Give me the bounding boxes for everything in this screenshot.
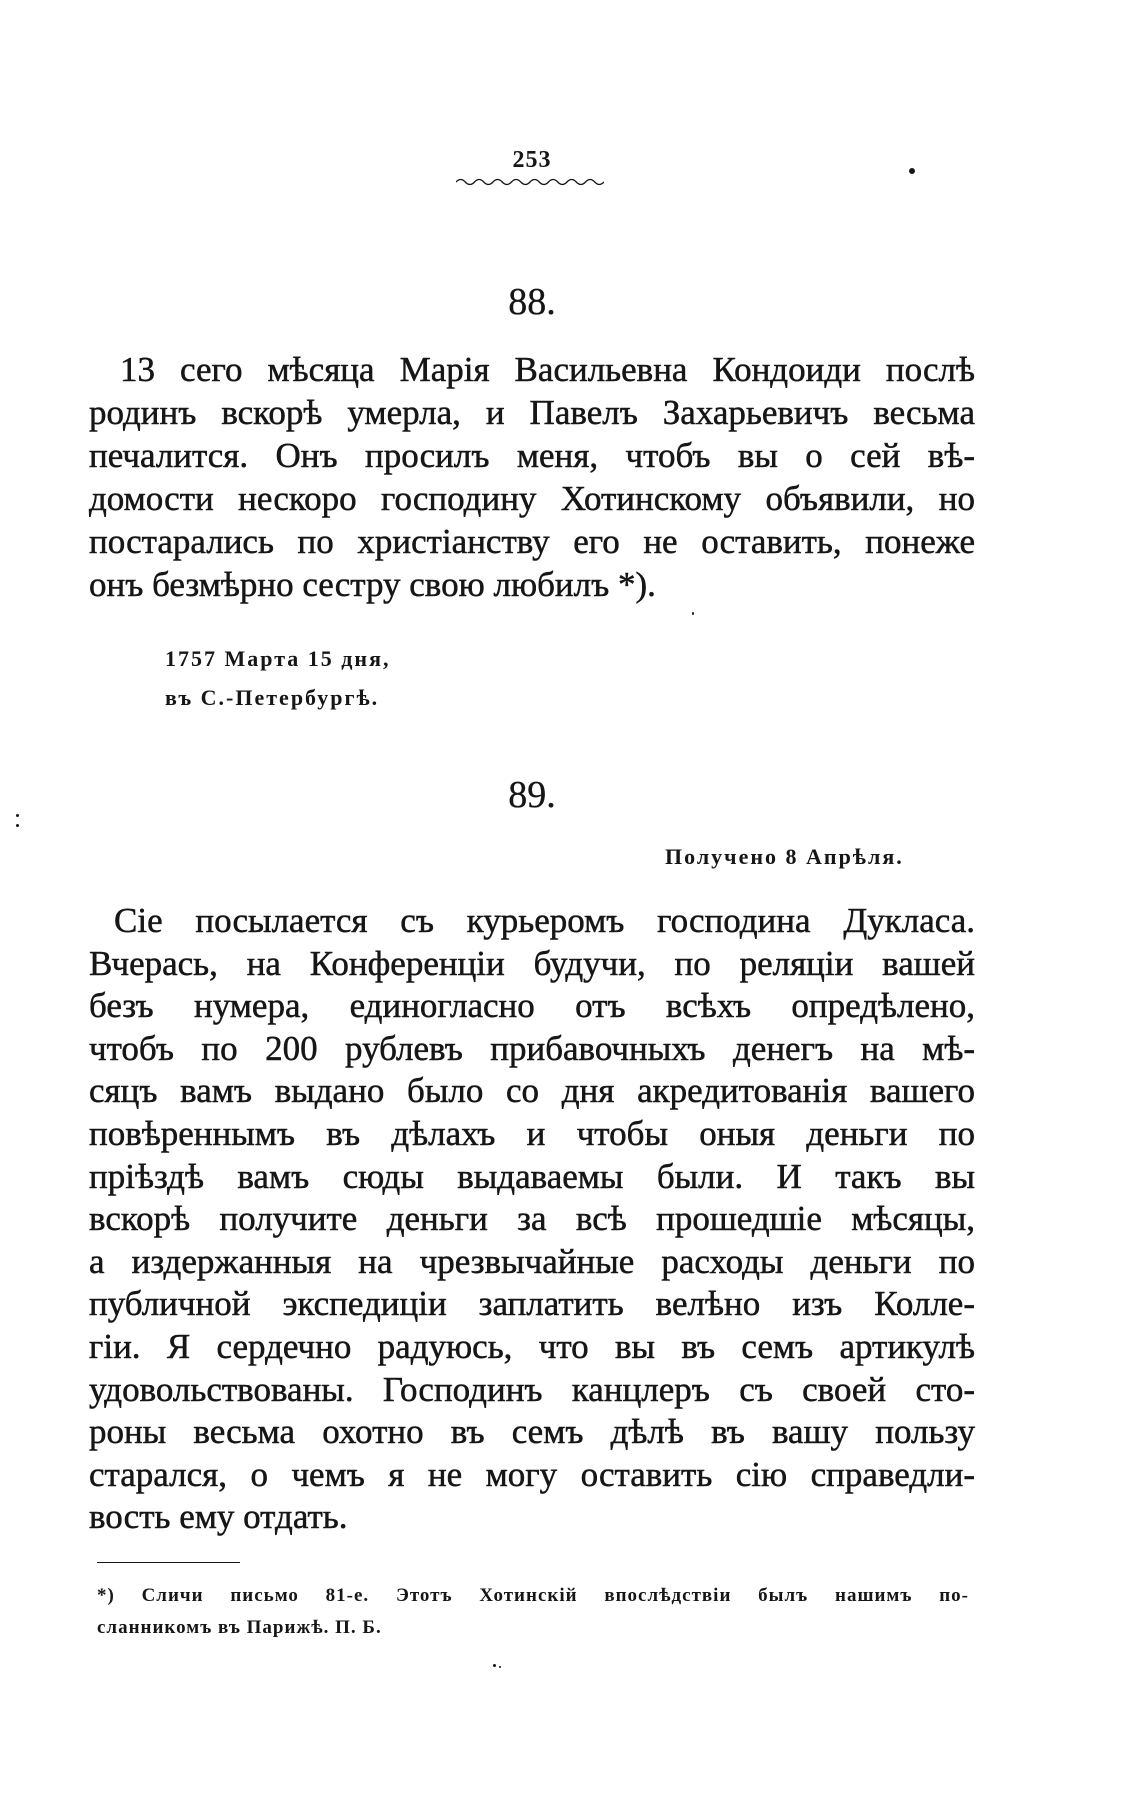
text-line: чтобъ по 200 рублевъ прибавочныхъ денегъ на мѣ-: [89, 1028, 975, 1068]
text-line: а издержанныя на чрезвычайные расходы деньги по: [89, 1241, 975, 1281]
text-line: роны весьма охотно въ семъ дѣлѣ въ вашу пользу: [89, 1412, 975, 1452]
scan-speck: [493, 1664, 496, 1667]
ornament-squiggle: [456, 176, 604, 188]
text-line: публичной экспедиціи заплатить велѣно изъ Колле-: [89, 1284, 975, 1324]
text-line: печалится. Онъ просилъ меня, чтобъ вы о сей вѣ-: [89, 436, 975, 475]
letter-body: [89, 900, 975, 1539]
letter-number: 89.: [508, 774, 556, 816]
footnote-line: *) Сличи письмо 81-е. Этотъ Хотинскій впослѣдствіи былъ нашимъ по-: [97, 1585, 969, 1606]
text-line: безъ нумера, единогласно отъ всѣхъ опредѣлено,: [89, 986, 975, 1026]
text-line: домости нескоро господину Хотинскому объявили, но: [89, 479, 975, 518]
letter-number: 88.: [508, 281, 556, 323]
letter-place: въ С.-Петербургѣ.: [165, 685, 380, 710]
text-line: вскорѣ получите деньги за всѣ прошедшіе мѣсяцы,: [89, 1199, 975, 1239]
page-number: 253: [512, 147, 552, 173]
text-line: родинъ вскорѣ умерла, и Павелъ Захарьевичъ весьма: [89, 393, 975, 432]
text-line: пріѣздѣ вамъ сюды выдаваемы были. И такъ вы: [89, 1156, 975, 1196]
scan-speck: [16, 814, 19, 817]
text-line: 13 сего мѣсяца Марія Васильевна Кондоиди послѣ: [120, 350, 975, 389]
text-line: гіи. Я сердечно радуюсь, что вы въ семъ артикулѣ: [89, 1326, 975, 1366]
received-note: Получено 8 Апрѣля.: [665, 844, 904, 869]
ink-dot: [909, 168, 915, 174]
footnote-line: сланникомъ въ Парижѣ. П. Б.: [97, 1617, 382, 1638]
text-line: онъ безмѣрно сестру свою любилъ *).: [89, 565, 656, 604]
footnote-rule: [97, 1562, 240, 1563]
text-line: повѣреннымъ въ дѣлахъ и чтобы оныя деньги по: [89, 1113, 975, 1153]
scan-speck: [692, 612, 694, 615]
footnote: [97, 1580, 969, 1644]
scan-speck: [499, 1666, 501, 1668]
text-line: постарались по христіанству его не оставить, понеже: [89, 522, 975, 561]
text-line: старался, о чемъ я не могу оставить сію справедли-: [89, 1454, 975, 1494]
scan-speck: [16, 824, 19, 827]
text-line: удовольствованы. Господинъ канцлеръ съ своей сто-: [89, 1369, 975, 1409]
text-line: Вчерась, на Конференціи будучи, по реляціи вашей: [89, 943, 975, 983]
text-line: сяцъ вамъ выдано было со дня акредитованія вашего: [89, 1071, 975, 1111]
letter-date: 1757 Марта 15 дня,: [165, 646, 391, 671]
text-line: вость ему отдать.: [89, 1497, 348, 1537]
letter-body: [89, 348, 975, 606]
text-line: Сіе посылается съ курьеромъ господина Дукласа.: [114, 901, 975, 940]
